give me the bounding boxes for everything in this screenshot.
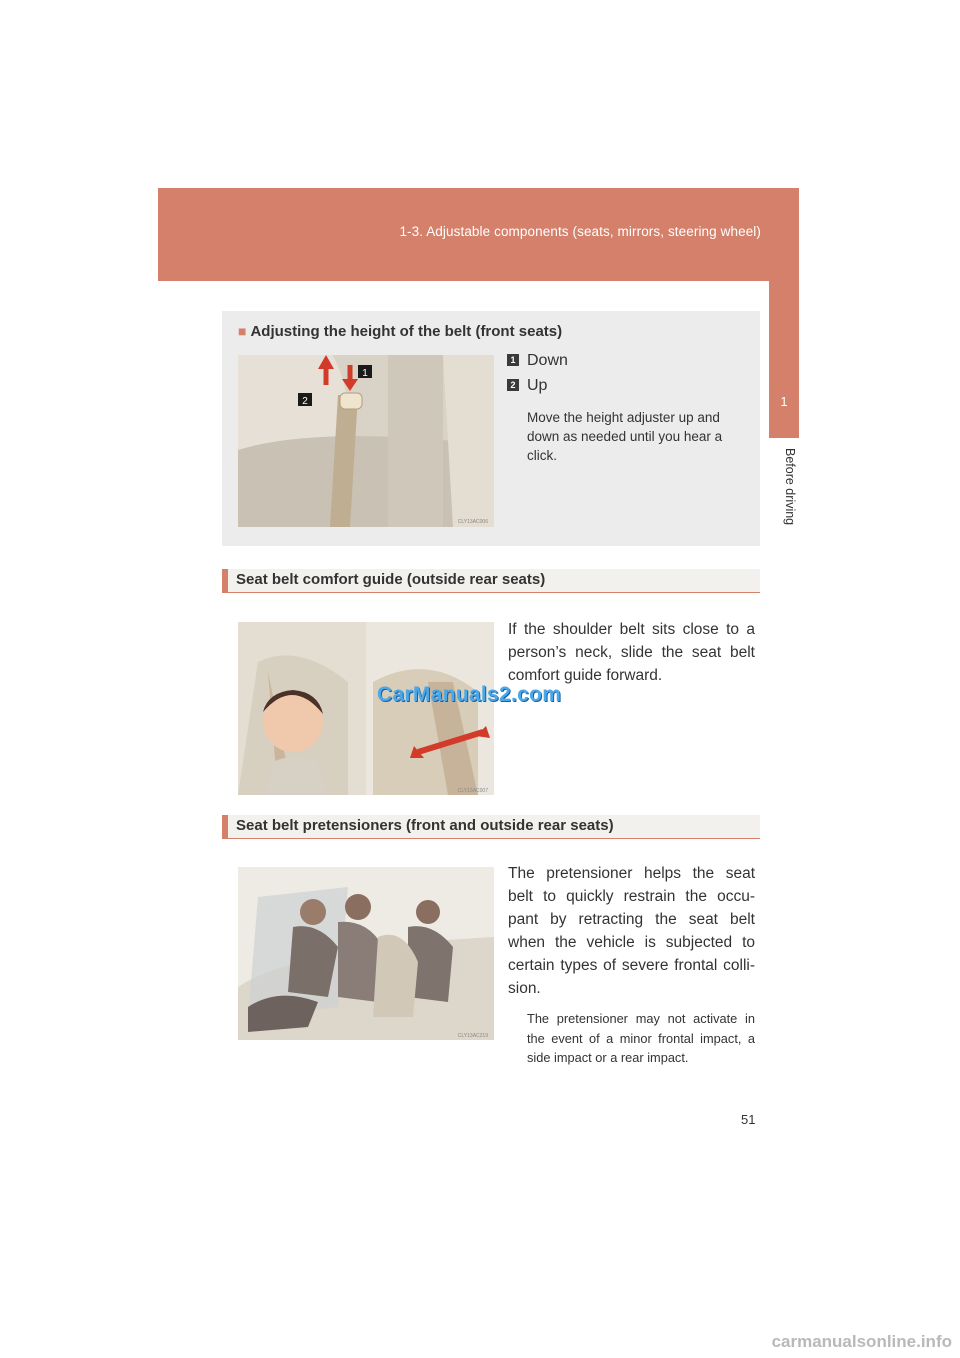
list-item-down: 1 Down (507, 352, 568, 370)
number-badge-2: 2 (507, 379, 519, 391)
height-adjust-heading: ■ Adjusting the height of the belt (front seats) (238, 323, 563, 340)
footer-watermark: carmanualsonline.info (771, 1332, 952, 1351)
header-band (158, 188, 799, 281)
number-badge-1: 1 (507, 354, 519, 366)
pretensioner-text: The pretensioner helps the seat belt to quickly restrain the occu-pant by retracting the seat belt when the vehicle is subjected to certain types of severe frontal colli-sion. (508, 865, 755, 997)
svg-text:2: 2 (302, 396, 308, 407)
svg-text:CLY13AC219: CLY13AC219 (457, 1033, 488, 1039)
pretensioner-note: The pretensioner may not activate in the event of a minor frontal impact, a side impact or a rear impact. (527, 1011, 755, 1065)
comfort-guide-photo (238, 622, 494, 795)
side-chapter-tab (769, 188, 799, 438)
comfort-guide-heading: Seat belt comfort guide (outside rear seats) (222, 569, 760, 593)
height-adjuster-photo (238, 355, 494, 527)
square-bullet-icon: ■ (238, 323, 247, 339)
pretensioner-photo (238, 867, 494, 1040)
svg-text:CLY13AC007: CLY13AC007 (457, 788, 488, 794)
side-chapter-label: Before driving (783, 448, 797, 526)
chapter-title: 1-3. Adjustable components (seats, mirrors, steering wheel) (399, 224, 761, 239)
chapter-number: 1 (780, 394, 788, 409)
height-adjust-note: Move the height adjuster up and down as needed until you hear a click. (527, 410, 723, 463)
page-number: 51 (741, 1112, 756, 1127)
list-item-up: 2 Up (507, 377, 547, 395)
svg-text:CLY13AC006: CLY13AC006 (457, 519, 488, 525)
pretensioner-heading: Seat belt pretensioners (front and outside rear seats) (222, 815, 760, 839)
svg-text:1: 1 (362, 368, 368, 379)
carmanuals-watermark: CarManuals2.com (377, 683, 562, 706)
comfort-guide-text: If the shoulder belt sits close to a person’s neck, slide the seat belt comfort guide forward. (508, 621, 755, 684)
